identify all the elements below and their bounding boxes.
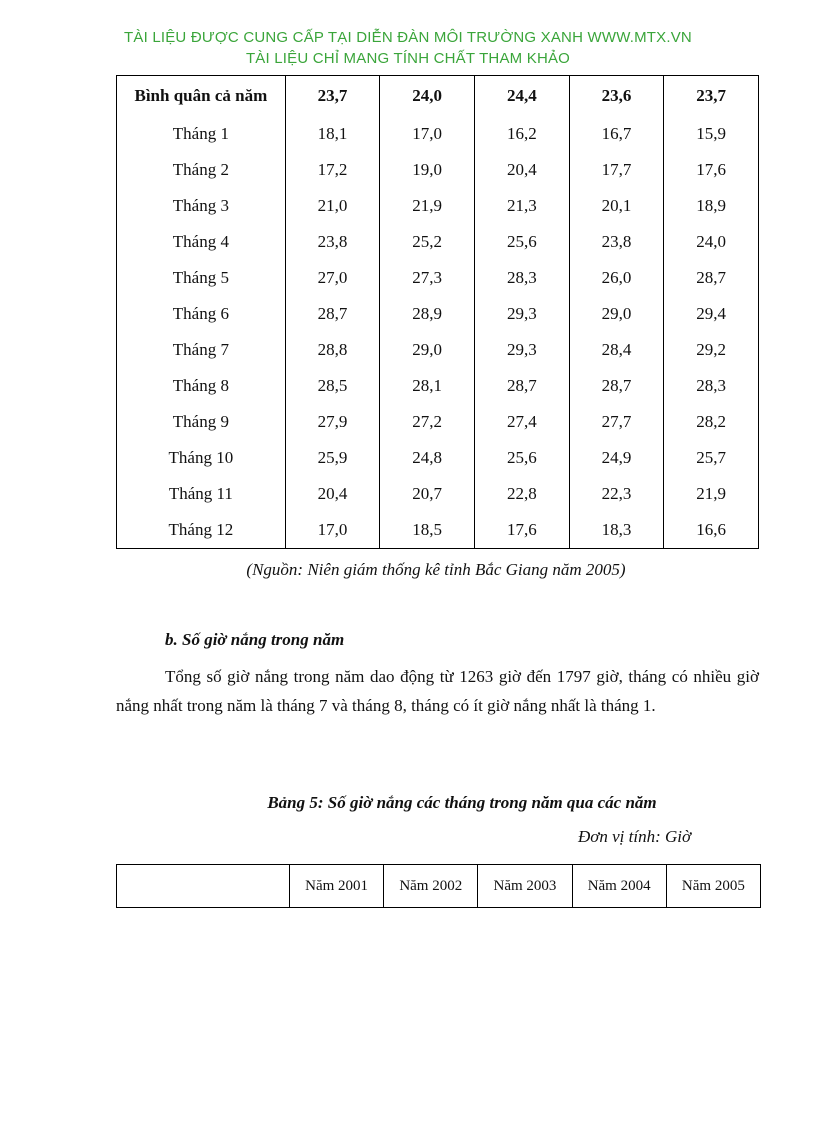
value-cell: 27,2	[380, 404, 475, 440]
table-caption: Bảng 5: Số giờ nắng các tháng trong năm qua các năm	[267, 793, 657, 812]
month-row	[117, 332, 759, 368]
value-cell: 17,2	[285, 152, 380, 188]
value-cell: 20,4	[475, 152, 570, 188]
value-cell: 17,0	[285, 512, 380, 549]
row-label: Tháng 11	[117, 476, 286, 512]
value-cell: 28,3	[475, 260, 570, 296]
value-cell: 24,0	[380, 76, 475, 117]
section-heading: b. Số giờ nắng trong năm	[165, 630, 345, 649]
value-cell: 25,6	[475, 440, 570, 476]
month-row	[117, 404, 759, 440]
row-label: Tháng 4	[117, 224, 286, 260]
value-cell: 16,2	[475, 116, 570, 152]
value-cell: 29,3	[475, 332, 570, 368]
value-cell: 22,8	[475, 476, 570, 512]
watermark-line-1: TÀI LIỆU ĐƯỢC CUNG CẤP TẠI DIỄN ĐÀN MÔI TRƯỜNG XANH WWW.MTX.VN	[124, 29, 692, 46]
value-cell: 28,1	[380, 368, 475, 404]
value-cell: 18,1	[285, 116, 380, 152]
value-cell: 20,7	[380, 476, 475, 512]
row-label: Tháng 5	[117, 260, 286, 296]
value-cell: 23,6	[569, 76, 664, 117]
value-cell: 27,0	[285, 260, 380, 296]
value-cell: 21,9	[380, 188, 475, 224]
value-cell: 16,7	[569, 116, 664, 152]
header-cell-year: Năm 2002	[384, 865, 478, 908]
section-paragraph: Tổng số giờ nắng trong năm dao động từ 1263 giờ đến 1797 giờ, tháng có nhiều giờ nắng nhất trong năm là tháng 7 và tháng 8, tháng có ít giờ nắng nhất là tháng 1.	[116, 667, 759, 715]
value-cell: 29,3	[475, 296, 570, 332]
value-cell: 17,7	[569, 152, 664, 188]
value-cell: 17,6	[664, 152, 759, 188]
value-cell: 28,7	[569, 368, 664, 404]
row-label: Tháng 2	[117, 152, 286, 188]
value-cell: 28,7	[285, 296, 380, 332]
watermark-line-2: TÀI LIỆU CHỈ MANG TÍNH CHẤT THAM KHẢO	[245, 50, 571, 67]
month-row	[117, 260, 759, 296]
value-cell: 24,8	[380, 440, 475, 476]
value-cell: 29,4	[664, 296, 759, 332]
value-cell: 25,2	[380, 224, 475, 260]
month-row	[117, 512, 759, 549]
month-row	[117, 296, 759, 332]
value-cell: 29,2	[664, 332, 759, 368]
header-cell-year: Năm 2004	[572, 865, 666, 908]
value-cell: 21,0	[285, 188, 380, 224]
month-row	[117, 116, 759, 152]
month-row	[117, 440, 759, 476]
row-label: Tháng 9	[117, 404, 286, 440]
value-cell: 29,0	[569, 296, 664, 332]
value-cell: 23,7	[664, 76, 759, 117]
value-cell: 29,0	[380, 332, 475, 368]
row-label: Tháng 7	[117, 332, 286, 368]
source-note: (Nguồn: Niên giám thống kê tỉnh Bắc Giang năm 2005)	[246, 560, 626, 579]
value-cell: 28,5	[285, 368, 380, 404]
value-cell: 27,3	[380, 260, 475, 296]
month-row	[117, 224, 759, 260]
value-cell: 18,9	[664, 188, 759, 224]
value-cell: 28,3	[664, 368, 759, 404]
value-cell: 24,0	[664, 224, 759, 260]
value-cell: 28,8	[285, 332, 380, 368]
value-cell: 25,6	[475, 224, 570, 260]
sunshine-table	[116, 864, 761, 908]
value-cell: 17,0	[380, 116, 475, 152]
header-cell-year: Năm 2001	[290, 865, 384, 908]
value-cell: 28,9	[380, 296, 475, 332]
row-label: Tháng 12	[117, 512, 286, 549]
header-cell-year: Năm 2003	[478, 865, 572, 908]
value-cell: 20,1	[569, 188, 664, 224]
value-cell: 24,9	[569, 440, 664, 476]
value-cell: 28,4	[569, 332, 664, 368]
row-label: Tháng 10	[117, 440, 286, 476]
value-cell: 22,3	[569, 476, 664, 512]
value-cell: 15,9	[664, 116, 759, 152]
value-cell: 26,0	[569, 260, 664, 296]
value-cell: 25,9	[285, 440, 380, 476]
header-cell-year: Năm 2005	[666, 865, 760, 908]
value-cell: 20,4	[285, 476, 380, 512]
value-cell: 27,7	[569, 404, 664, 440]
row-label: Tháng 6	[117, 296, 286, 332]
sunshine-header-row	[117, 865, 761, 908]
row-label: Tháng 8	[117, 368, 286, 404]
unit-label: Đơn vị tính: Giờ	[578, 827, 692, 846]
value-cell: 24,4	[475, 76, 570, 117]
value-cell: 18,5	[380, 512, 475, 549]
temperature-table	[116, 75, 759, 549]
row-label: Tháng 3	[117, 188, 286, 224]
value-cell: 19,0	[380, 152, 475, 188]
month-row	[117, 368, 759, 404]
value-cell: 21,3	[475, 188, 570, 224]
value-cell: 28,2	[664, 404, 759, 440]
value-cell: 28,7	[475, 368, 570, 404]
value-cell: 27,9	[285, 404, 380, 440]
header-cell-empty	[117, 865, 290, 908]
value-cell: 25,7	[664, 440, 759, 476]
value-cell: 27,4	[475, 404, 570, 440]
month-row	[117, 152, 759, 188]
month-row	[117, 188, 759, 224]
value-cell: 28,7	[664, 260, 759, 296]
value-cell: 18,3	[569, 512, 664, 549]
value-cell: 23,7	[285, 76, 380, 117]
value-cell: 21,9	[664, 476, 759, 512]
annual-average-row	[117, 76, 759, 117]
month-row	[117, 476, 759, 512]
row-label: Bình quân cả năm	[117, 76, 286, 117]
value-cell: 23,8	[569, 224, 664, 260]
value-cell: 16,6	[664, 512, 759, 549]
value-cell: 23,8	[285, 224, 380, 260]
value-cell: 17,6	[475, 512, 570, 549]
row-label: Tháng 1	[117, 116, 286, 152]
